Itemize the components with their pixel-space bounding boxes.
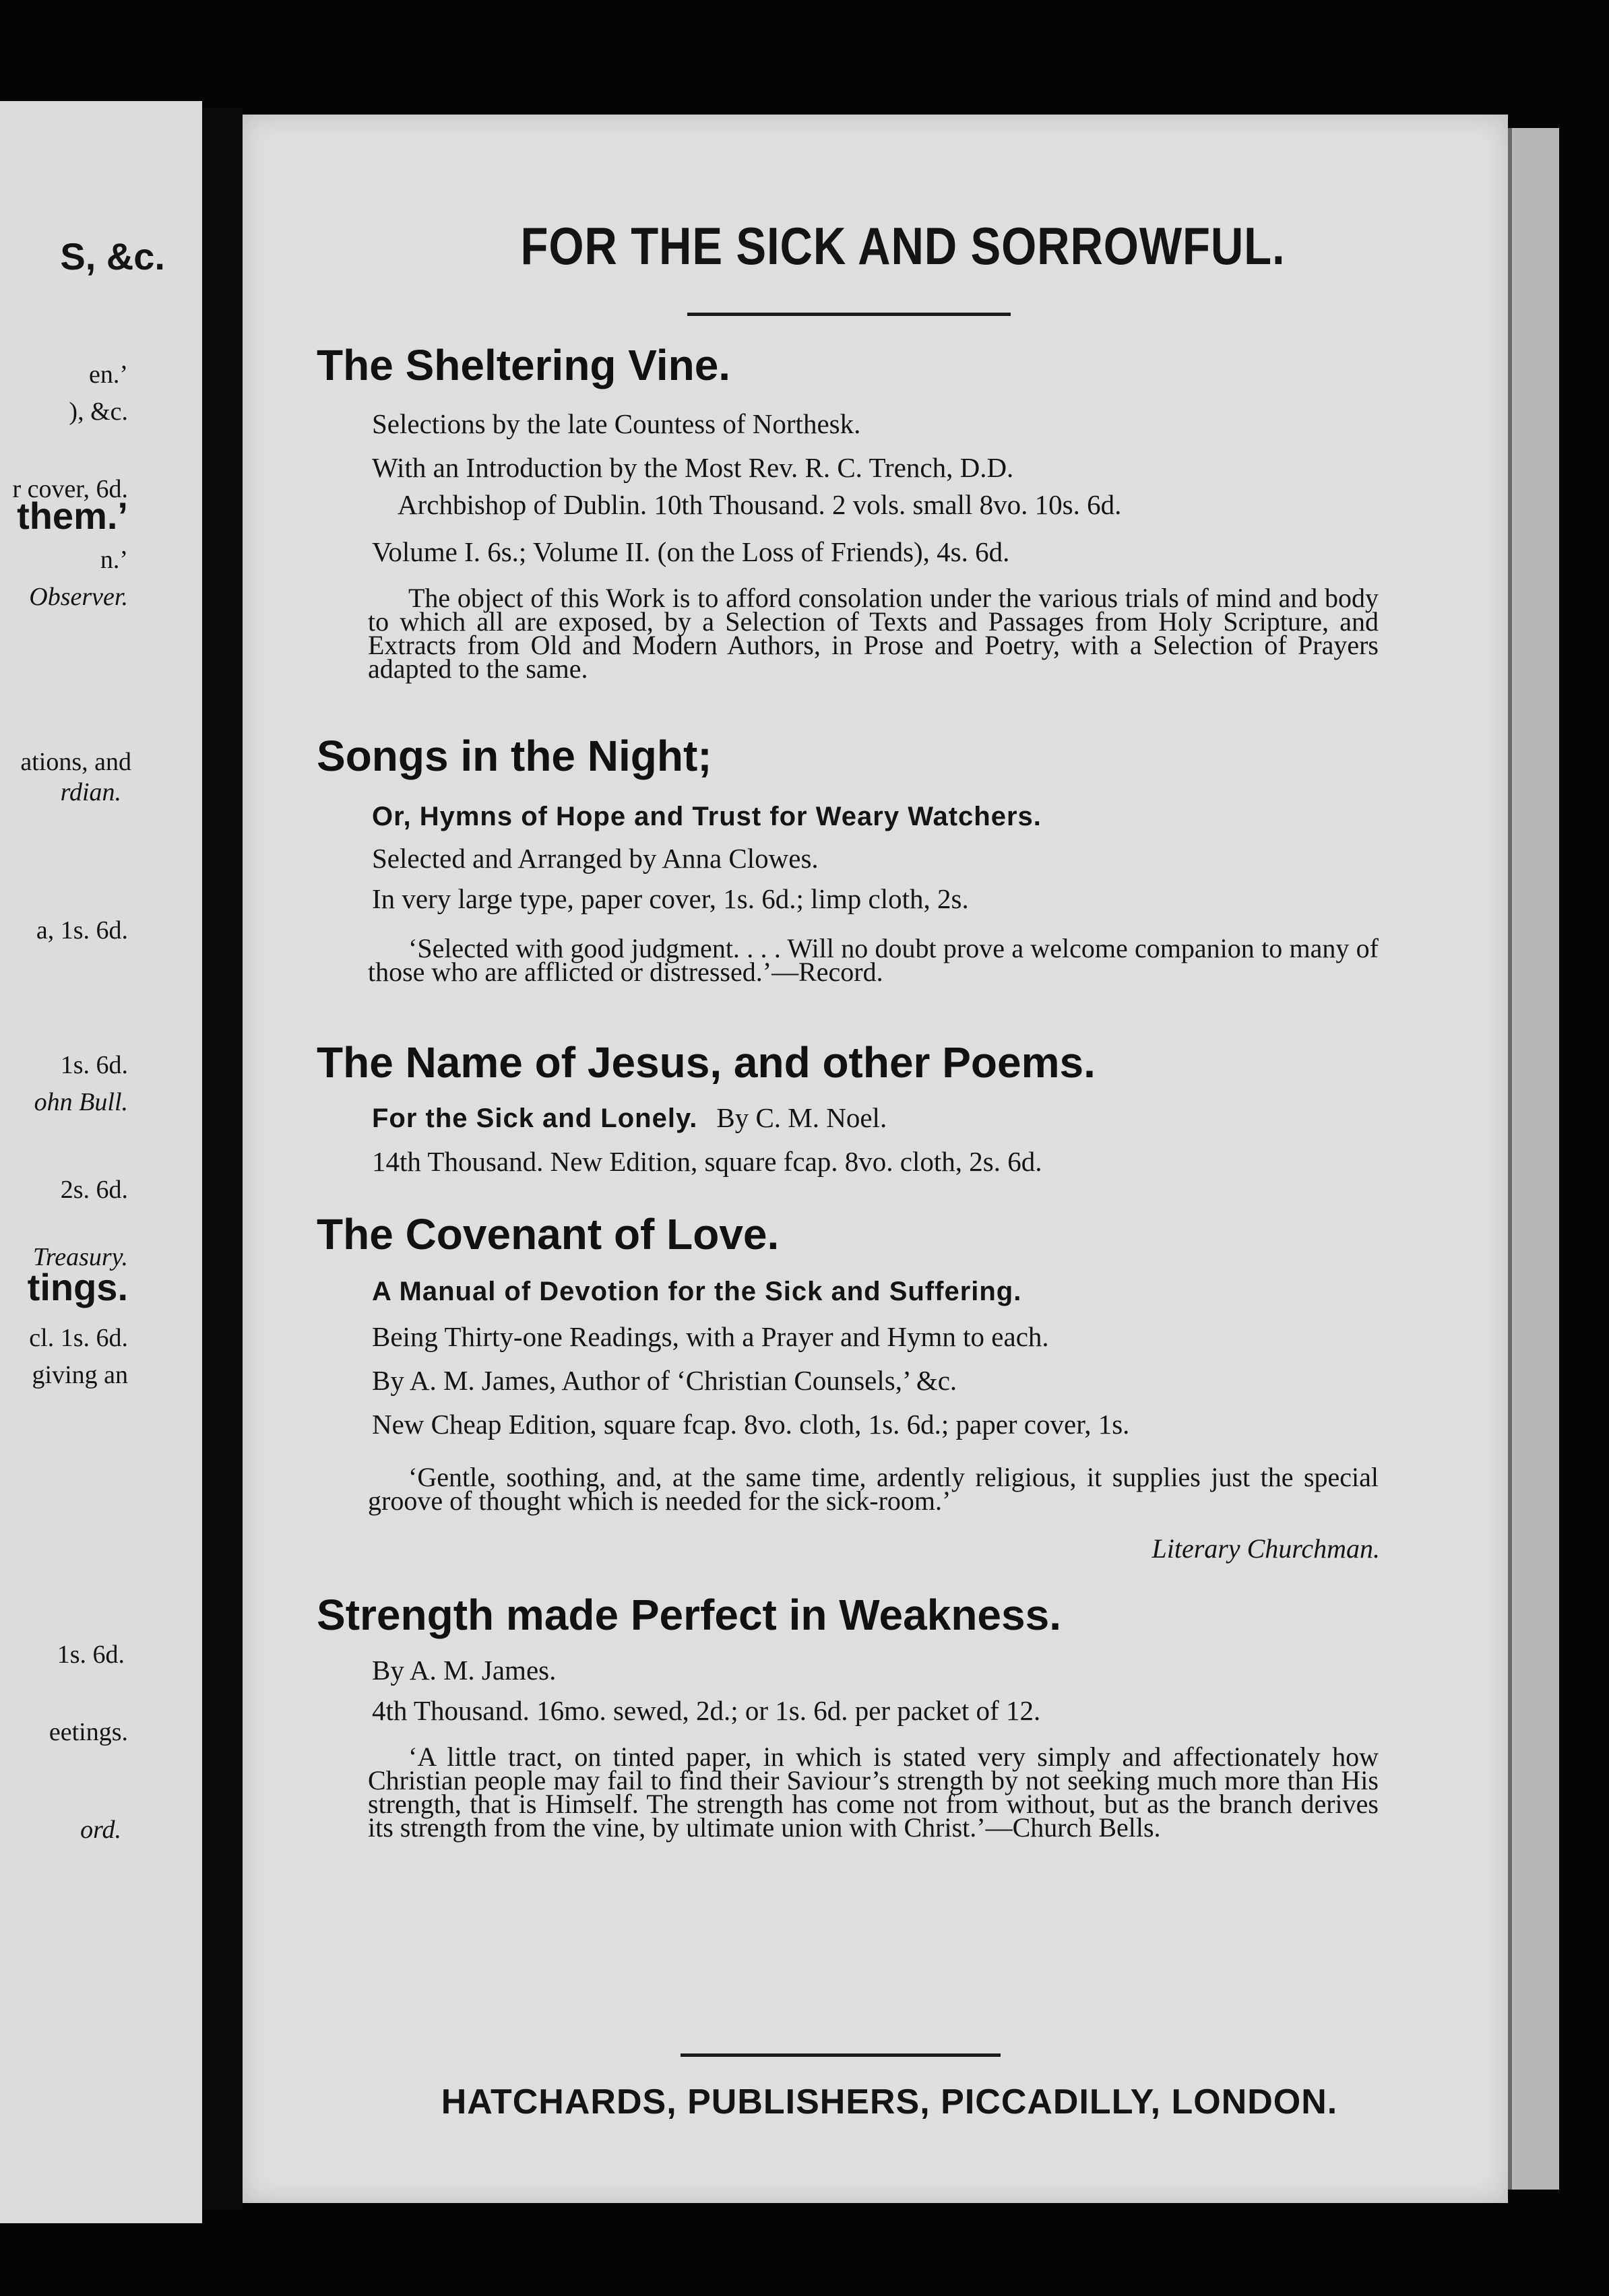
- entry-title: Songs in the Night;: [317, 732, 712, 780]
- entry-title: The Name of Jesus, and other Poems.: [317, 1038, 1096, 1087]
- facing-page-line: ), &c.: [69, 397, 128, 426]
- entry-subtitle: Or, Hymns of Hope and Trust for Weary Watchers.: [372, 802, 1042, 831]
- entry-review: ‘Gentle, soothing, and, at the same time, ardently religious, it supplies just the special groove of thought which is needed for the sick-room.’: [368, 1462, 1379, 1516]
- entry-title: Strength made Perfect in Weakness.: [317, 1591, 1061, 1639]
- entry-line: With an Introduction by the Most Rev. R. C. Trench, D.D.: [372, 452, 1014, 483]
- entry-line: Archbishop of Dublin. 10th Thousand. 2 vols. small 8vo. 10s. 6d.: [398, 489, 1122, 520]
- facing-page-line: Treasury.: [32, 1243, 128, 1271]
- facing-page-line: ations, and: [20, 748, 131, 776]
- facing-page-line: ohn Bull.: [34, 1088, 128, 1116]
- facing-page-line: ord.: [80, 1816, 121, 1844]
- facing-page-line: 2s. 6d.: [60, 1176, 128, 1204]
- facing-page-line: 1s. 6d.: [57, 1640, 125, 1669]
- facing-page-line: r cover, 6d.: [12, 475, 128, 503]
- entry-description: The object of this Work is to afford consolation under the various trials of mind and body to which all are exposed, by a Selection of Texts and Passages from Holy Scripture, and Extracts from Old and Modern Authors, in Prose and Poetry, with a Selection of Prayers adapted to the same.: [368, 583, 1379, 684]
- entry-line: In very large type, paper cover, 1s. 6d.; limp cloth, 2s.: [372, 883, 969, 914]
- publisher-footer: HATCHARDS, PUBLISHERS, PICCADILLY, LONDON.: [441, 2082, 1338, 2122]
- title-rule: [687, 313, 1011, 316]
- entry-line: Volume I. 6s.; Volume II. (on the Loss of Friends), 4s. 6d.: [372, 536, 1010, 567]
- page-title: FOR THE SICK AND SORROWFUL.: [520, 216, 1286, 276]
- facing-page-line: eetings.: [49, 1718, 128, 1746]
- facing-page-line: cl. 1s. 6d.: [29, 1324, 128, 1352]
- entry-title: The Sheltering Vine.: [317, 341, 731, 389]
- entry-line: Being Thirty-one Readings, with a Prayer and Hymn to each.: [372, 1321, 1049, 1352]
- facing-page-line: Observer.: [29, 583, 128, 611]
- footer-rule: [681, 2053, 1001, 2057]
- entry-line: Selected and Arranged by Anna Clowes.: [372, 843, 819, 874]
- facing-page-line: giving an: [32, 1361, 128, 1389]
- facing-page-line: tings.: [27, 1266, 128, 1308]
- facing-page-line: S, &c.: [60, 235, 165, 278]
- entry-review: ‘Selected with good judgment. . . . Will no doubt prove a welcome companion to many of those who are afflicted or distressed.’—Record.: [368, 933, 1379, 987]
- entry-line: By A. M. James, Author of ‘Christian Counsels,’ &c.: [372, 1365, 957, 1396]
- facing-page-fragment: [0, 101, 202, 2223]
- entry-subtitle-row: [372, 1102, 887, 1134]
- advertisement-page: [243, 115, 1508, 2203]
- facing-page-line: them.’: [17, 495, 128, 537]
- entry-subtitle: For the Sick and Lonely.: [372, 1104, 698, 1133]
- entry-review: ‘A little tract, on tinted paper, in which is stated very simply and affectionately how Christian people may fail to find their Saviour’s strength by not seeking much more than His strength, that is Himself. The strength has come not from without, but as the branch derives its strength from the vine, by ultimate union with Christ.’—Church Bells.: [368, 1742, 1379, 1843]
- entry-author: By C. M. Noel.: [716, 1102, 887, 1133]
- entry-line: New Cheap Edition, square fcap. 8vo. cloth, 1s. 6d.; paper cover, 1s.: [372, 1409, 1130, 1440]
- page-edge: [1508, 128, 1559, 2190]
- entry-line: 4th Thousand. 16mo. sewed, 2d.; or 1s. 6d. per packet of 12.: [372, 1695, 1041, 1726]
- entry-line: 14th Thousand. New Edition, square fcap. 8vo. cloth, 2s. 6d.: [372, 1146, 1042, 1177]
- facing-page-line: en.’: [88, 360, 128, 389]
- review-attribution: Literary Churchman.: [1151, 1533, 1380, 1564]
- facing-page-line: 1s. 6d.: [60, 1051, 128, 1079]
- book-gutter: [202, 108, 243, 2210]
- facing-page-line: n.’: [100, 546, 128, 574]
- entry-title: The Covenant of Love.: [317, 1210, 780, 1258]
- facing-page-line: rdian.: [60, 778, 121, 806]
- entry-line: By A. M. James.: [372, 1655, 557, 1686]
- entry-subtitle: A Manual of Devotion for the Sick and Suffering.: [372, 1277, 1022, 1306]
- facing-page-line: a, 1s. 6d.: [36, 916, 128, 945]
- entry-line: Selections by the late Countess of Northesk.: [372, 408, 861, 439]
